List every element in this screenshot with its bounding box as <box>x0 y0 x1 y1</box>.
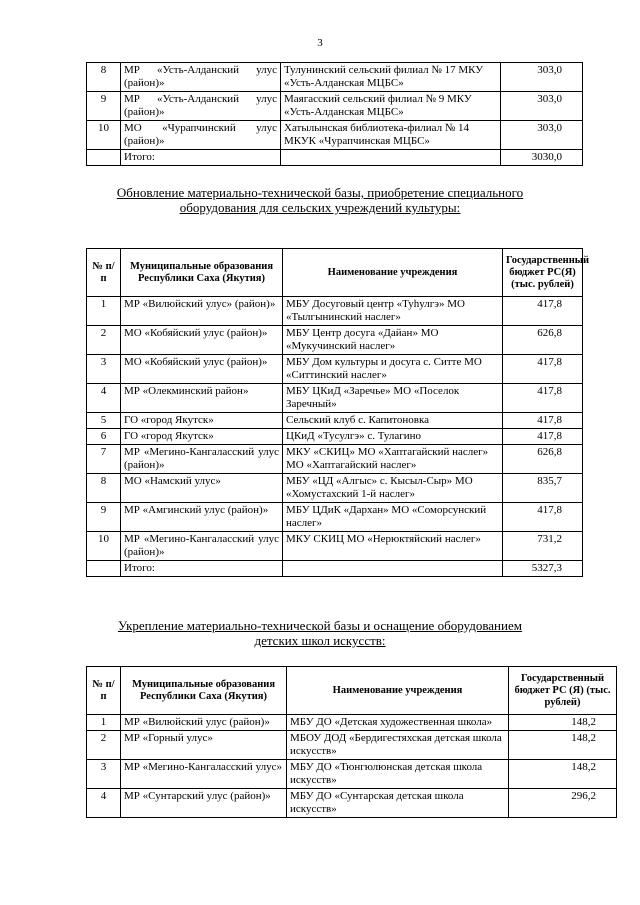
row-institution: Хатылынская библиотека-филиал № 14 МКУК «Чурапчинская МЦБС» <box>281 121 501 150</box>
row-budget: 148,2 <box>509 715 617 731</box>
header-municipality: Муниципальные образования Республики Саха (Якутия) <box>121 249 283 297</box>
table-row <box>87 121 583 150</box>
table-row <box>87 532 583 561</box>
row-municipality: МР «Усть-Алданский улус (район)» <box>121 92 281 121</box>
header-num: № п/п <box>87 249 121 297</box>
row-municipality: МР «Мегино-Кангаласский улус (район)» <box>121 532 283 561</box>
table-art-schools-equipment <box>86 666 617 818</box>
row-municipality: МР «Сунтарский улус (район)» <box>121 789 287 818</box>
total-label: Итого: <box>121 150 281 166</box>
table-row <box>87 355 583 384</box>
row-budget: 417,8 <box>503 297 583 326</box>
row-budget: 626,8 <box>503 326 583 355</box>
total-empty-cell <box>87 561 121 577</box>
row-institution: МБУ ДО «Тюнгюлюнская детская школа искусств» <box>287 760 509 789</box>
header-num: № п/п <box>87 667 121 715</box>
row-number: 1 <box>87 715 121 731</box>
row-budget: 303,0 <box>501 92 583 121</box>
row-number: 3 <box>87 355 121 384</box>
total-label: Итого: <box>121 561 283 577</box>
row-institution: МБУ Центр досуга «Дайан» МО «Мукучинский наслег» <box>283 326 503 355</box>
row-budget: 148,2 <box>509 731 617 760</box>
row-number: 10 <box>87 532 121 561</box>
row-number: 10 <box>87 121 121 150</box>
row-budget: 303,0 <box>501 121 583 150</box>
row-institution: МБУ ДО «Сунтарская детская школа искусств» <box>287 789 509 818</box>
row-municipality: ГО «город Якутск» <box>121 429 283 445</box>
row-budget: 417,8 <box>503 413 583 429</box>
row-institution: МКУ «СКИЦ» МО «Хаптагайский наслег» МО «Хаптагайский наслег» <box>283 445 503 474</box>
table-row <box>87 429 583 445</box>
header-institution: Наименование учреждения <box>283 249 503 297</box>
row-municipality: МО «Кобяйский улус (район)» <box>121 355 283 384</box>
table-row <box>87 297 583 326</box>
header-municipality: Муниципальные образования Республики Саха (Якутия) <box>121 667 287 715</box>
header-budget: Государственный бюджет РС (Я) (тыс. рублей) <box>509 667 617 715</box>
table-total-row <box>87 561 583 577</box>
table-row <box>87 92 583 121</box>
row-institution: Тулунинский сельский филиал № 17 МКУ «Усть-Алданская МЦБС» <box>281 63 501 92</box>
table-libraries-continued <box>86 62 583 166</box>
row-institution: МБУ ЦКиД «Заречье» МО «Поселок Заречный» <box>283 384 503 413</box>
row-number: 6 <box>87 429 121 445</box>
row-budget: 417,8 <box>503 503 583 532</box>
table-row <box>87 760 617 789</box>
table-row <box>87 384 583 413</box>
row-number: 8 <box>87 474 121 503</box>
row-number: 2 <box>87 731 121 760</box>
table-row <box>87 715 617 731</box>
row-institution: МБУ ЦДиК «Дархан» МО «Соморсунский наслег» <box>283 503 503 532</box>
row-number: 8 <box>87 63 121 92</box>
row-municipality: МР «Олекминский район» <box>121 384 283 413</box>
table-row <box>87 445 583 474</box>
row-budget: 835,7 <box>503 474 583 503</box>
row-municipality: МР «Вилюйский улус» (район)» <box>121 297 283 326</box>
row-budget: 626,8 <box>503 445 583 474</box>
row-municipality: МР «Вилюйский улус (район)» <box>121 715 287 731</box>
row-institution: МБУ «ЦД «Алгыс» с. Кысыл-Сыр» МО «Хомустахский 1-й наслег» <box>283 474 503 503</box>
row-number: 7 <box>87 445 121 474</box>
row-number: 4 <box>87 789 121 818</box>
row-municipality: МР «Мегино-Кангаласский улус (район)» <box>121 445 283 474</box>
row-municipality: МР «Мегино-Кангаласский улус» <box>121 760 287 789</box>
row-number: 2 <box>87 326 121 355</box>
header-institution: Наименование учреждения <box>287 667 509 715</box>
row-number: 5 <box>87 413 121 429</box>
row-institution: МБУ Досуговый центр «Туһулгэ» МО «Тылгынинский наслег» <box>283 297 503 326</box>
row-municipality: МО «Намский улус» <box>121 474 283 503</box>
header-budget: Государственный бюджет РС(Я) (тыс. рублей) <box>503 249 583 297</box>
row-institution: ЦКиД «Тусулгэ» с. Тулагино <box>283 429 503 445</box>
total-value: 5327,3 <box>503 561 583 577</box>
row-institution: МКУ СКИЦ МО «Нерюктяйский наслег» <box>283 532 503 561</box>
row-municipality: МО «Кобяйский улус (район)» <box>121 326 283 355</box>
row-municipality: МО «Чурапчинский улус (район)» <box>121 121 281 150</box>
table-rural-culture-equipment <box>86 248 590 577</box>
row-budget: 303,0 <box>501 63 583 92</box>
row-institution: Маягасский сельский филиал № 9 МКУ «Усть-Алданская МЦБС» <box>281 92 501 121</box>
table-row <box>87 789 617 818</box>
table-row <box>87 413 583 429</box>
table-row <box>87 731 617 760</box>
row-institution: МБУ Дом культуры и досуга с. Ситте МО «Ситтинский наслег» <box>283 355 503 384</box>
row-institution: Сельский клуб с. Капитоновка <box>283 413 503 429</box>
total-value: 3030,0 <box>501 150 583 166</box>
row-budget: 296,2 <box>509 789 617 818</box>
row-budget: 148,2 <box>509 760 617 789</box>
table-row <box>87 503 583 532</box>
table-row <box>87 326 583 355</box>
row-number: 9 <box>87 503 121 532</box>
section-2-heading: Обновление материально-технической базы, приобретение специального оборудования для сельских учреждений культуры: <box>116 185 524 215</box>
total-empty-cell <box>281 150 501 166</box>
table-total-row <box>87 150 583 166</box>
row-municipality: ГО «город Якутск» <box>121 413 283 429</box>
row-number: 3 <box>87 760 121 789</box>
row-budget: 731,2 <box>503 532 583 561</box>
total-empty-cell <box>283 561 503 577</box>
row-number: 9 <box>87 92 121 121</box>
total-empty-cell <box>87 150 121 166</box>
table-row <box>87 474 583 503</box>
row-municipality: МР «Горный улус» <box>121 731 287 760</box>
row-number: 4 <box>87 384 121 413</box>
row-budget: 417,8 <box>503 384 583 413</box>
row-municipality: МР «Усть-Алданский улус (район)» <box>121 63 281 92</box>
row-budget: 417,8 <box>503 355 583 384</box>
row-budget: 417,8 <box>503 429 583 445</box>
row-institution: МБОУ ДОД «Бердигестяхская детская школа искусств» <box>287 731 509 760</box>
row-municipality: МР «Амгинский улус (район)» <box>121 503 283 532</box>
page-number: 3 <box>317 37 323 49</box>
table-row <box>87 63 583 92</box>
section-3-heading: Укрепление материально-технической базы и оснащение оборудованием детских школ искусств: <box>118 618 522 648</box>
row-institution: МБУ ДО «Детская художественная школа» <box>287 715 509 731</box>
row-number: 1 <box>87 297 121 326</box>
